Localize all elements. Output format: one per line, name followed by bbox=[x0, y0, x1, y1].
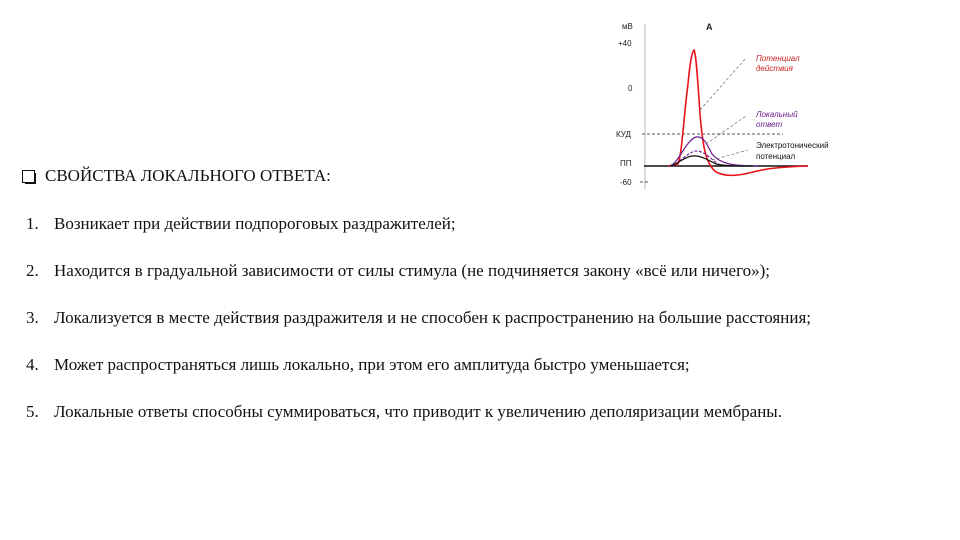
list-item-text: Локальные ответы способны суммироваться, что приводит к увеличению деполяризации мембраны. bbox=[54, 402, 782, 421]
action-potential-label-line2: действия bbox=[756, 64, 793, 73]
local-response-label-line1: Локальный bbox=[756, 110, 798, 119]
list-item bbox=[26, 261, 956, 281]
list-item-text: Может распространяться лишь локально, при этом его амплитуда быстро уменьшается; bbox=[54, 355, 690, 374]
section-heading bbox=[22, 166, 331, 186]
properties-list bbox=[26, 214, 956, 449]
list-item-number: 4. bbox=[26, 355, 39, 374]
list-item bbox=[26, 355, 956, 375]
list-item-number: 5. bbox=[26, 402, 39, 421]
tick-minus60: -60 bbox=[620, 178, 632, 187]
electrotonic-label-line2: потенциал bbox=[756, 152, 796, 161]
unit-label: мВ bbox=[622, 22, 633, 31]
list-item bbox=[26, 402, 956, 422]
list-item-text: Возникает при действии подпороговых раздражителей; bbox=[54, 214, 456, 233]
list-item-text: Находится в градуальной зависимости от силы стимула (не подчиняется закону «всё или ничего»); bbox=[54, 261, 771, 280]
list-item-text: Локализуется в месте действия раздражителя и не способен к распространению на большие расстояния; bbox=[54, 308, 811, 327]
membrane-potential-diagram bbox=[608, 14, 868, 194]
electrotonic-curve bbox=[670, 156, 753, 166]
list-item-number: 1. bbox=[26, 214, 39, 233]
local-response-leader bbox=[706, 116, 746, 144]
list-item-number: 3. bbox=[26, 308, 39, 327]
tick-zero: 0 bbox=[628, 84, 633, 93]
tick-plus40: +40 bbox=[618, 39, 632, 48]
local-response-curve-1 bbox=[670, 137, 758, 166]
action-potential-leader bbox=[700, 58, 746, 110]
tick-kud: КУД bbox=[616, 130, 631, 139]
electrotonic-label-line1: Электротонический bbox=[756, 141, 829, 150]
list-item-number: 2. bbox=[26, 261, 39, 280]
local-response-label-line2: ответ bbox=[756, 120, 783, 129]
action-potential-label-line1: Потенциал bbox=[756, 54, 800, 63]
list-item bbox=[26, 308, 956, 328]
checkbox-bullet-icon bbox=[22, 170, 35, 183]
list-item bbox=[26, 214, 956, 234]
electrotonic-leader bbox=[712, 150, 748, 160]
section-heading-text: СВОЙСТВА ЛОКАЛЬНОГО ОТВЕТА: bbox=[45, 166, 331, 185]
panel-label: А bbox=[706, 22, 713, 32]
tick-pp: ПП bbox=[620, 159, 632, 168]
